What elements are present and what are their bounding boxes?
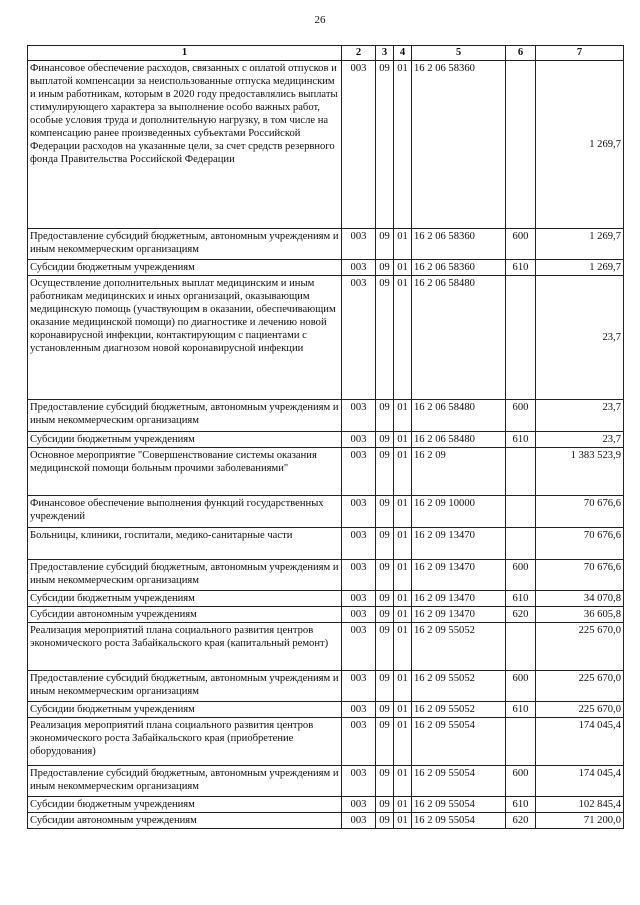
row-ministry-code: 003 [342,400,376,432]
row-target-article: 16 2 09 55052 [412,623,506,671]
row-ministry-code: 003 [342,229,376,260]
row-expense-type [506,718,536,766]
row-amount: 36 605,8 [536,607,624,623]
row-ministry-code: 003 [342,702,376,718]
row-ministry-code: 003 [342,528,376,560]
row-subsection: 01 [394,671,412,702]
table-row [28,560,624,591]
table-header-row [28,46,624,61]
row-expense-type [506,623,536,671]
row-subsection: 01 [394,432,412,448]
row-section: 09 [376,702,394,718]
row-amount: 174 045,4 [536,766,624,797]
row-target-article: 16 2 09 55054 [412,813,506,829]
row-ministry-code: 003 [342,813,376,829]
row-subsection: 01 [394,607,412,623]
row-expense-type: 600 [506,400,536,432]
row-ministry-code: 003 [342,671,376,702]
row-target-article: 16 2 06 58480 [412,432,506,448]
row-section: 09 [376,623,394,671]
table-row [28,766,624,797]
row-description: Субсидии бюджетным учреждениям [28,702,342,718]
row-subsection: 01 [394,496,412,528]
row-expense-type: 610 [506,432,536,448]
row-section: 09 [376,607,394,623]
row-ministry-code: 003 [342,766,376,797]
row-target-article: 16 2 09 13470 [412,560,506,591]
row-section: 09 [376,448,394,496]
table-row [28,718,624,766]
row-amount: 70 676,6 [536,528,624,560]
row-ministry-code: 003 [342,797,376,813]
row-amount: 225 670,0 [536,623,624,671]
header-col-4: 4 [394,46,412,61]
table-row [28,813,624,829]
row-amount: 1 269,7 [536,260,624,276]
row-ministry-code: 003 [342,260,376,276]
row-subsection: 01 [394,400,412,432]
row-description: Предоставление субсидий бюджетным, автономным учреждениям и иным некоммерческим организациям [28,400,342,432]
row-subsection: 01 [394,718,412,766]
row-ministry-code: 003 [342,560,376,591]
header-col-5: 5 [412,46,506,61]
row-expense-type [506,528,536,560]
row-amount: 70 676,6 [536,496,624,528]
row-target-article: 16 2 06 58360 [412,260,506,276]
table-row [28,496,624,528]
row-section: 09 [376,718,394,766]
row-target-article: 16 2 09 55052 [412,671,506,702]
row-expense-type [506,448,536,496]
row-amount: 23,7 [536,276,624,400]
row-section: 09 [376,560,394,591]
row-subsection: 01 [394,61,412,229]
row-description: Предоставление субсидий бюджетным, автономным учреждениям и иным некоммерческим организациям [28,766,342,797]
row-expense-type: 610 [506,797,536,813]
header-col-6: 6 [506,46,536,61]
row-description: Больницы, клиники, госпитали, медико-санитарные части [28,528,342,560]
row-ministry-code: 003 [342,607,376,623]
row-subsection: 01 [394,766,412,797]
row-target-article: 16 2 09 [412,448,506,496]
row-target-article: 16 2 09 13470 [412,607,506,623]
row-ministry-code: 003 [342,496,376,528]
table-row [28,400,624,432]
row-target-article: 16 2 06 58360 [412,229,506,260]
row-description: Финансовое обеспечение выполнения функций государственных учреждений [28,496,342,528]
row-target-article: 16 2 09 13470 [412,528,506,560]
header-col-7: 7 [536,46,624,61]
row-subsection: 01 [394,276,412,400]
row-expense-type: 620 [506,813,536,829]
row-expense-type: 610 [506,702,536,718]
row-section: 09 [376,496,394,528]
row-section: 09 [376,276,394,400]
row-description: Реализация мероприятий плана социального развития центров экономического роста Забайкальского края (капитальный ремонт) [28,623,342,671]
table-row [28,528,624,560]
row-amount: 23,7 [536,400,624,432]
budget-table [27,45,624,829]
table-row [28,607,624,623]
row-description: Основное мероприятие "Совершенствование системы оказания медицинской помощи больным прочими заболеваниями" [28,448,342,496]
table-row [28,448,624,496]
row-amount: 70 676,6 [536,560,624,591]
row-description: Субсидии автономным учреждениям [28,607,342,623]
row-expense-type: 600 [506,229,536,260]
row-amount: 225 670,0 [536,671,624,702]
row-section: 09 [376,797,394,813]
row-description: Субсидии автономным учреждениям [28,813,342,829]
row-amount: 1 383 523,9 [536,448,624,496]
row-amount: 1 269,7 [536,61,624,229]
row-target-article: 16 2 09 55052 [412,702,506,718]
row-amount: 102 845,4 [536,797,624,813]
row-description: Субсидии бюджетным учреждениям [28,260,342,276]
row-ministry-code: 003 [342,591,376,607]
row-description: Финансовое обеспечение расходов, связанных с оплатой отпусков и выплатой компенсации за неиспользованные отпуска медицинским и иным работникам, которым в 2020 году предоставлялись выплаты стимулирующего характера за выполнение особо важных работ, особые условия труда и дополнительную нагрузку, в том числе на компенсацию ранее произведенных субъектами Российской Федерации расходов на указанные цели, за счет средств резервного фонда Правительства Российской Федерации [28,61,342,229]
table-row [28,797,624,813]
row-subsection: 01 [394,260,412,276]
row-target-article: 16 2 06 58480 [412,276,506,400]
table-row [28,702,624,718]
table-row [28,591,624,607]
row-expense-type: 600 [506,560,536,591]
row-subsection: 01 [394,448,412,496]
row-amount: 225 670,0 [536,702,624,718]
row-ministry-code: 003 [342,61,376,229]
row-ministry-code: 003 [342,276,376,400]
row-target-article: 16 2 09 55054 [412,797,506,813]
row-section: 09 [376,400,394,432]
row-expense-type [506,276,536,400]
header-col-3: 3 [376,46,394,61]
row-target-article: 16 2 09 55054 [412,766,506,797]
row-description: Предоставление субсидий бюджетным, автономным учреждениям и иным некоммерческим организациям [28,229,342,260]
row-section: 09 [376,591,394,607]
row-ministry-code: 003 [342,718,376,766]
table-row [28,260,624,276]
row-description: Осуществление дополнительных выплат медицинским и иным работникам медицинских и иных организаций, оказывающим медицинскую помощь (участвующим в оказании, обеспечивающим оказание медицинской помощи) по диагностике и лечению новой коронавирусной инфекции, контактирующим с пациентами с установленным диагнозом новой коронавирусной инфекции [28,276,342,400]
row-ministry-code: 003 [342,623,376,671]
row-amount: 1 269,7 [536,229,624,260]
row-ministry-code: 003 [342,432,376,448]
row-section: 09 [376,61,394,229]
table-row [28,432,624,448]
row-expense-type: 600 [506,766,536,797]
row-subsection: 01 [394,560,412,591]
row-expense-type: 610 [506,591,536,607]
row-section: 09 [376,813,394,829]
row-subsection: 01 [394,797,412,813]
row-target-article: 16 2 09 10000 [412,496,506,528]
row-description: Субсидии бюджетным учреждениям [28,797,342,813]
header-col-2: 2 [342,46,376,61]
row-description: Предоставление субсидий бюджетным, автономным учреждениям и иным некоммерческим организациям [28,560,342,591]
row-amount: 174 045,4 [536,718,624,766]
row-target-article: 16 2 06 58480 [412,400,506,432]
table-row [28,276,624,400]
row-description: Предоставление субсидий бюджетным, автономным учреждениям и иным некоммерческим организациям [28,671,342,702]
row-section: 09 [376,229,394,260]
row-subsection: 01 [394,229,412,260]
row-description: Реализация мероприятий плана социального развития центров экономического роста Забайкальского края (приобретение оборудования) [28,718,342,766]
row-amount: 34 070,8 [536,591,624,607]
row-description: Субсидии бюджетным учреждениям [28,432,342,448]
row-target-article: 16 2 06 58360 [412,61,506,229]
page-number: 26 [314,14,326,26]
row-subsection: 01 [394,702,412,718]
row-expense-type: 620 [506,607,536,623]
row-target-article: 16 2 09 13470 [412,591,506,607]
row-ministry-code: 003 [342,448,376,496]
row-description: Субсидии бюджетным учреждениям [28,591,342,607]
row-expense-type: 610 [506,260,536,276]
row-section: 09 [376,260,394,276]
table-row [28,623,624,671]
row-subsection: 01 [394,591,412,607]
row-section: 09 [376,432,394,448]
header-col-1: 1 [28,46,342,61]
row-expense-type [506,61,536,229]
row-expense-type [506,496,536,528]
row-subsection: 01 [394,623,412,671]
table-row [28,671,624,702]
row-amount: 71 200,0 [536,813,624,829]
table-row [28,229,624,260]
row-subsection: 01 [394,813,412,829]
row-section: 09 [376,671,394,702]
row-expense-type: 600 [506,671,536,702]
row-subsection: 01 [394,528,412,560]
row-section: 09 [376,766,394,797]
row-amount: 23,7 [536,432,624,448]
table-row [28,61,624,229]
row-target-article: 16 2 09 55054 [412,718,506,766]
row-section: 09 [376,528,394,560]
